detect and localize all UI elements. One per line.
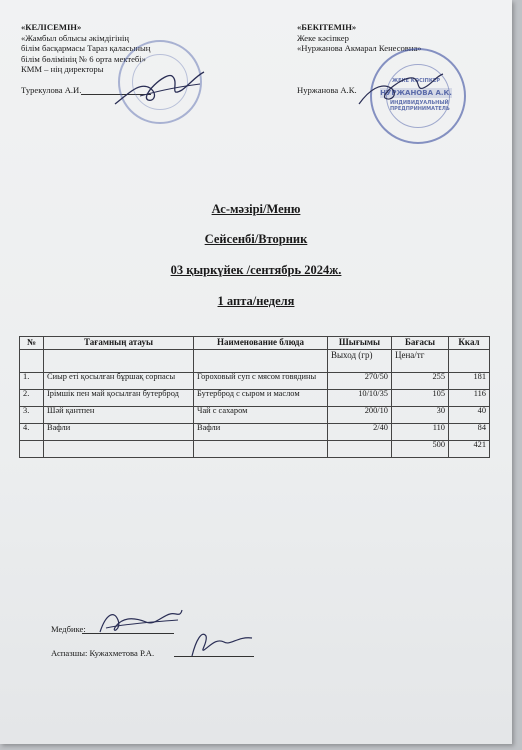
approval-right-line1: Жеке кәсіпкер [297, 32, 349, 43]
entrepreneur-signature [355, 60, 450, 112]
header-num: № [20, 337, 44, 350]
approval-right-signer: Нуржанова А.К. [297, 84, 357, 95]
header-kcal: Ккал [449, 337, 490, 350]
row-price: 30 [392, 407, 449, 424]
row-name-ru: Чай с сахаром [194, 407, 328, 424]
director-signature [110, 62, 210, 112]
approval-right-line2: «Нуржанова Акмарал Кенесовна» [297, 43, 422, 53]
row-name-kz: Вафли [44, 424, 194, 441]
approval-left-line4: КММ – нің директоры [21, 64, 104, 74]
table-row [20, 390, 490, 407]
stamp-name-text: НУРЖАНОВА А.К. [380, 89, 452, 97]
row-kcal: 84 [449, 424, 490, 441]
row-yield: 270/50 [328, 373, 392, 390]
approval-left-line1: «Жамбыл облысы әкімдігінің [21, 32, 129, 43]
row-num: 1. [20, 373, 44, 390]
menu-date: 03 қыркүйек /сентябрь 2024ж. [170, 263, 342, 277]
header-name-ru: Наименование блюда [194, 337, 328, 350]
empty-cell [44, 441, 194, 458]
menu-week: 1 апта/неделя [217, 294, 295, 308]
table-row [20, 373, 490, 390]
empty-cell [20, 441, 44, 458]
row-name-kz: Ірімшік пен май қосылған бутерброд [44, 390, 194, 407]
medic-label: Медбике: [51, 624, 86, 634]
approval-left-signer: Турекулова А.И. [21, 84, 82, 95]
empty-cell [194, 441, 328, 458]
table-total-row [20, 441, 490, 458]
subheader-yield: Выход (гр) [328, 350, 392, 373]
approval-left-line2: білім басқармасы Тараз қаласының [21, 43, 151, 53]
row-name-kz: Сиыр еті қосылған бұршақ сорпасы [44, 373, 194, 390]
row-price: 105 [392, 390, 449, 407]
row-name-kz: Шәй қантпен [44, 407, 194, 424]
approval-left-heading: «КЕЛІСЕМІН» [21, 22, 82, 32]
row-name-ru: Вафли [194, 424, 328, 441]
medic-signature [96, 604, 186, 640]
stamp-sub-text: ИНДИВИДУАЛЬНЫЙ ПРЕДПРИНИМАТЕЛЬ [390, 100, 450, 112]
row-num: 4. [20, 424, 44, 441]
table-header-row [20, 337, 490, 350]
total-kcal: 421 [449, 441, 490, 458]
header-yield: Шығымы [328, 337, 392, 350]
row-yield: 2/40 [328, 424, 392, 441]
approval-left-line3: білім бөлімінің № 6 орта мектебі» [21, 53, 146, 64]
empty-cell [20, 350, 44, 373]
menu-day: Сейсенбі/Вторник [204, 232, 308, 246]
row-num: 3. [20, 407, 44, 424]
approval-right-heading: «БЕКІТЕМІН» [297, 22, 357, 32]
empty-cell [328, 441, 392, 458]
empty-cell [44, 350, 194, 373]
cook-label: Аспазшы: Кужахметова Р.А. [51, 648, 155, 658]
header-name-kz: Тағамның атауы [44, 337, 194, 350]
row-yield: 10/10/35 [328, 390, 392, 407]
row-yield: 200/10 [328, 407, 392, 424]
stamp-top-text: ЖЕКЕ КӘСІПКЕР [392, 78, 440, 84]
row-kcal: 181 [449, 373, 490, 390]
subheader-price: Цена/тг [392, 350, 449, 373]
row-price: 255 [392, 373, 449, 390]
cook-signature [186, 626, 256, 660]
row-kcal: 116 [449, 390, 490, 407]
row-name-ru: Гороховый суп с мясом говядины [194, 373, 328, 390]
total-price: 500 [392, 441, 449, 458]
table-subheader-row [20, 350, 490, 373]
row-num: 2. [20, 390, 44, 407]
menu-title: Ас-мәзірі/Меню [211, 202, 301, 216]
table-row [20, 407, 490, 424]
row-price: 110 [392, 424, 449, 441]
menu-table [19, 336, 490, 458]
empty-cell [449, 350, 490, 373]
empty-cell [194, 350, 328, 373]
row-kcal: 40 [449, 407, 490, 424]
header-price: Бағасы [392, 337, 449, 350]
table-row [20, 424, 490, 441]
row-name-ru: Бутерброд с сыром и маслом [194, 390, 328, 407]
